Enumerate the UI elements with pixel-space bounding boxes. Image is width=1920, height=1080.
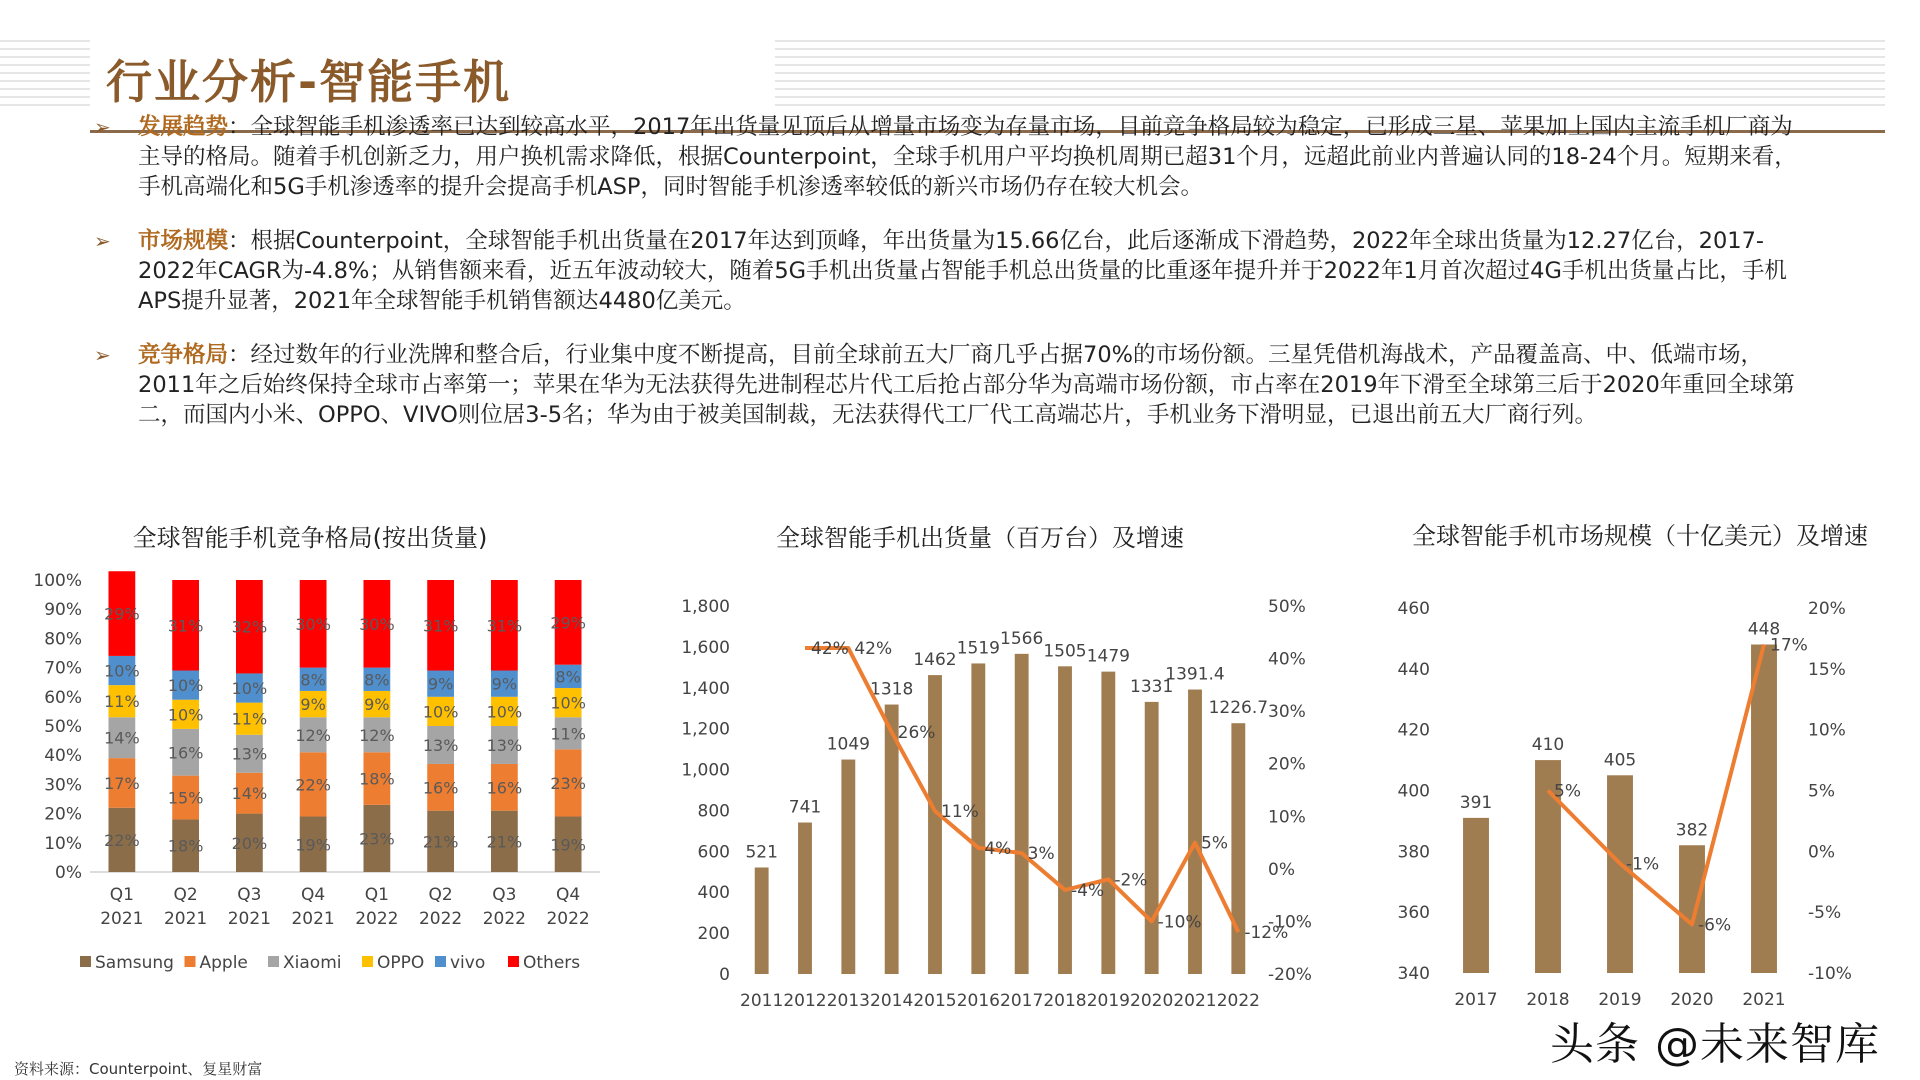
data-label: 20% — [231, 833, 268, 853]
y-tick-label: 600 — [697, 842, 730, 863]
y-tick-label: 380 — [1397, 842, 1430, 863]
y2-tick-label: 0% — [1268, 859, 1295, 880]
x-tick-label: 2021 — [163, 909, 208, 929]
line-data-label: 4% — [984, 838, 1012, 859]
data-label: 31% — [167, 616, 204, 636]
data-label: 19% — [295, 835, 331, 855]
y-tick-label: 400 — [697, 883, 730, 904]
data-label: 9% — [427, 674, 454, 694]
bar-data-label: 410 — [1531, 735, 1565, 756]
data-label: 17% — [104, 773, 140, 793]
line-data-label: -10% — [1157, 912, 1202, 933]
watermark: 头条 @未来智库 — [1550, 1019, 1880, 1070]
y-tick-label: 0 — [719, 965, 730, 985]
data-label: 29% — [550, 613, 586, 633]
x-tick-label: 2022 — [482, 909, 527, 929]
title-rule-right — [775, 40, 1885, 120]
bullet-competition — [90, 340, 1800, 430]
legend-label: OPPO — [377, 953, 425, 973]
y-tick-label: 400 — [1397, 781, 1430, 802]
y-tick-label: 80% — [44, 629, 82, 650]
x-tick-label: Q3 — [492, 885, 517, 905]
x-tick-label: 2018 — [1526, 990, 1570, 1010]
data-label: 30% — [359, 614, 395, 634]
y2-tick-label: -20% — [1268, 965, 1312, 985]
title-bar — [0, 40, 1920, 120]
y-tick-label: 200 — [697, 924, 730, 945]
y2-tick-label: 0% — [1808, 842, 1835, 863]
title-rule-left — [0, 40, 90, 120]
x-tick-label: 2022 — [1216, 991, 1260, 1011]
bar-data-label: 521 — [745, 842, 778, 863]
data-label: 10% — [486, 702, 523, 722]
line-data-label: -1% — [1626, 854, 1660, 875]
bar — [1101, 672, 1115, 974]
bar — [1015, 654, 1029, 974]
chart1-title: 全球智能手机竞争格局(按出货量) — [132, 524, 488, 552]
y-tick-label: 1,200 — [681, 719, 730, 740]
x-tick-label: 2021 — [100, 909, 144, 929]
legend-label: vivo — [450, 953, 486, 973]
chart3-title: 全球智能手机市场规模（十亿美元）及增速 — [1412, 522, 1868, 550]
y-tick-label: 1,800 — [681, 597, 730, 617]
arrow-bullet-icon: ➢ — [94, 229, 111, 253]
line-data-label: 5% — [1201, 833, 1228, 854]
y-tick-label: 360 — [1397, 903, 1430, 924]
data-label: 18% — [359, 769, 395, 789]
data-label: 30% — [295, 614, 331, 634]
data-label: 19% — [550, 835, 586, 855]
bar-data-label: 448 — [1747, 619, 1781, 640]
line-data-label: 17% — [1770, 635, 1808, 656]
data-label: 15% — [167, 788, 204, 808]
y2-tick-label: 50% — [1268, 597, 1306, 617]
bar-data-label: 1331 — [1130, 676, 1174, 697]
bar-data-label: 1462 — [913, 650, 957, 671]
x-tick-label: Q1 — [364, 885, 389, 905]
line-data-label: -2% — [1114, 870, 1148, 891]
x-tick-label: 2020 — [1670, 990, 1714, 1010]
data-label: 11% — [550, 724, 586, 744]
bar-data-label: 741 — [788, 797, 822, 818]
bar-data-label: 382 — [1675, 820, 1709, 841]
y-tick-label: 0% — [55, 863, 82, 883]
y-tick-label: 70% — [44, 658, 82, 679]
bar-data-label: 1519 — [956, 638, 1000, 659]
x-tick-label: 2021 — [227, 909, 272, 929]
bar — [1058, 666, 1072, 974]
data-label: 23% — [550, 773, 586, 793]
bar-data-label: 1049 — [826, 734, 870, 755]
y-tick-label: 50% — [44, 717, 82, 737]
data-label: 14% — [231, 784, 268, 804]
bar-data-label: 1391.4 — [1165, 664, 1225, 685]
data-label: 9% — [364, 695, 390, 715]
x-tick-label: Q1 — [109, 885, 134, 905]
x-tick-label: 2022 — [418, 909, 463, 929]
data-label: 8% — [300, 670, 326, 690]
line-data-label: -6% — [1698, 915, 1732, 936]
x-tick-label: 2017 — [1000, 991, 1044, 1011]
y-tick-label: 1,600 — [681, 637, 730, 658]
legend-swatch — [268, 956, 279, 967]
data-label: 8% — [555, 667, 581, 687]
bullet-key: 发展趋势 — [138, 114, 229, 140]
data-label: 29% — [104, 604, 140, 624]
y2-tick-label: 30% — [1268, 702, 1306, 723]
bar — [1145, 702, 1159, 974]
bullet-key: 市场规模 — [138, 228, 229, 254]
bar — [1231, 723, 1245, 974]
x-tick-label: 2021 — [1173, 991, 1217, 1011]
y2-tick-label: -10% — [1268, 912, 1312, 933]
x-tick-label: 2017 — [1454, 990, 1498, 1010]
data-label: 23% — [359, 829, 395, 849]
x-tick-label: 2022 — [355, 909, 399, 929]
data-label: 12% — [295, 725, 331, 745]
y-tick-label: 30% — [44, 775, 82, 796]
line-data-label: 26% — [897, 723, 936, 744]
data-label: 10% — [167, 705, 204, 725]
line-data-label: 42% — [811, 639, 849, 660]
data-label: 31% — [486, 616, 523, 636]
legend-label: Xiaomi — [283, 953, 342, 973]
chart-market-size — [1330, 560, 1920, 1020]
legend-swatch — [508, 956, 519, 967]
y-tick-label: 440 — [1397, 659, 1430, 680]
legend-swatch — [80, 956, 91, 967]
data-label: 31% — [422, 616, 459, 636]
line-data-label: 5% — [1554, 781, 1581, 802]
data-label: 16% — [486, 778, 523, 798]
bullet-list — [90, 112, 1800, 454]
legend-swatch — [185, 956, 196, 967]
x-tick-label: 2016 — [956, 991, 1000, 1011]
legend-label: Samsung — [95, 953, 174, 973]
x-tick-label: 2022 — [546, 909, 590, 929]
y2-tick-label: 15% — [1808, 659, 1846, 680]
data-label: 11% — [231, 709, 268, 729]
data-label: 22% — [104, 830, 140, 850]
y2-tick-label: 40% — [1268, 649, 1306, 670]
y2-tick-label: 10% — [1808, 720, 1846, 741]
data-label: 10% — [550, 693, 586, 713]
x-tick-label: Q2 — [428, 885, 453, 905]
bar-data-label: 1318 — [870, 679, 914, 700]
y-tick-label: 800 — [697, 801, 730, 822]
x-tick-label: Q4 — [301, 885, 326, 905]
data-label: 10% — [422, 702, 459, 722]
bar-data-label: 1566 — [1000, 628, 1044, 649]
x-tick-label: 2012 — [783, 991, 827, 1011]
bar-data-label: 1479 — [1086, 646, 1130, 667]
data-label: 32% — [231, 617, 268, 637]
bullet-text: ：经过数年的行业洗牌和整合后，行业集中度不断提高，目前全球前五大厂商几乎占据70%的市场份额。三星凭借机海战术，产品覆盖高、中、低端市场，2011年之后始终保持全球市占率第一；苹果在华为无法获得先进制程芯片代工后抢占部分华为高端市场份额，市占率在2019年下滑至全球第三后于2020年重回全球第二，而国内小米、OPPO、VIVO则位居3-5名；华为由于被美国制裁，无法获得代工厂代工高端芯片，手机业务下滑明显，已退出前五大厂商行列。 — [138, 342, 1795, 428]
data-label: 14% — [104, 728, 140, 748]
x-tick-label: Q4 — [556, 885, 581, 905]
line-data-label: -4% — [1071, 880, 1105, 901]
x-tick-label: 2019 — [1086, 991, 1130, 1011]
bar — [798, 823, 812, 974]
bar — [1463, 818, 1489, 973]
x-tick-label: 2020 — [1130, 991, 1174, 1011]
x-tick-label: 2015 — [913, 991, 957, 1011]
bullet-text: ：根据Counterpoint，全球智能手机出货量在2017年达到顶峰，年出货量为15.66亿台，此后逐渐成下滑趋势，2022年全球出货量为12.27亿台，2017-2022年CAGR为-4.8%；从销售额来看，近五年波动较大，随着5G手机出货量占智能手机总出货量的比重逐年提升并于2022年1月首次超过4G手机出货量占比，手机APS提升显著，2021年全球智能手机销售额达4480亿美元。 — [138, 228, 1787, 314]
data-label: 13% — [422, 735, 459, 755]
y-tick-label: 90% — [44, 600, 82, 621]
arrow-bullet-icon: ➢ — [94, 343, 111, 367]
data-label: 18% — [167, 836, 204, 856]
source-note: 资料来源：Counterpoint、复星财富 — [14, 1060, 263, 1078]
line-data-label: 42% — [854, 639, 893, 660]
y-tick-label: 420 — [1397, 720, 1430, 741]
x-tick-label: 2018 — [1043, 991, 1087, 1011]
x-tick-label: 2011 — [740, 991, 784, 1011]
y2-tick-label: 10% — [1268, 807, 1306, 828]
chart-market-share — [0, 560, 620, 980]
data-label: 9% — [300, 695, 326, 715]
data-label: 22% — [295, 775, 331, 795]
y2-tick-label: 20% — [1268, 754, 1306, 775]
y2-tick-label: -10% — [1808, 964, 1852, 984]
chart-shipments — [640, 560, 1320, 1020]
x-tick-label: 2021 — [291, 909, 335, 929]
bullet-trend — [90, 112, 1800, 202]
y-tick-label: 10% — [44, 833, 82, 854]
bar-data-label: 405 — [1603, 750, 1637, 771]
arrow-bullet-icon: ➢ — [94, 115, 111, 139]
legend-swatch — [362, 956, 373, 967]
y-tick-label: 100% — [33, 571, 82, 591]
bullet-text: ：全球智能手机渗透率已达到较高水平，2017年出货量见顶后从增量市场变为存量市场，目前竞争格局较为稳定，已形成三星、苹果加上国内主流手机厂商为主导的格局。随着手机创新乏力，用户换机需求降低，根据Counterpoint，全球手机用户平均换机周期已超31个月，远超此前业内普遍认同的18-24个月。短期来看，手机高端化和5G手机渗透率的提升会提高手机ASP，同时智能手机渗透率较低的新兴市场仍存在较大机会。 — [138, 114, 1797, 200]
line-data-label: -12% — [1244, 922, 1289, 943]
bar — [841, 760, 855, 974]
y-tick-label: 460 — [1397, 599, 1430, 619]
data-label: 10% — [167, 676, 204, 696]
data-label: 11% — [104, 692, 140, 712]
bar — [928, 675, 942, 974]
data-label: 21% — [486, 832, 523, 852]
line-data-label: 11% — [941, 802, 979, 823]
bar — [755, 867, 769, 974]
data-label: 21% — [422, 832, 459, 852]
x-tick-label: 2019 — [1598, 990, 1642, 1010]
bar — [1751, 645, 1777, 974]
bar — [1679, 845, 1705, 973]
legend-label: Apple — [199, 953, 248, 973]
legend-label: Others — [523, 953, 581, 973]
y-tick-label: 40% — [44, 746, 82, 767]
y-tick-label: 1,400 — [681, 678, 730, 699]
x-tick-label: Q3 — [237, 885, 262, 905]
data-label: 13% — [486, 735, 523, 755]
y2-tick-label: 20% — [1808, 599, 1846, 619]
data-label: 16% — [167, 743, 204, 763]
y-tick-label: 20% — [44, 804, 82, 825]
data-label: 10% — [231, 679, 268, 699]
data-label: 9% — [491, 674, 518, 694]
legend-swatch — [435, 956, 446, 967]
x-tick-label: 2014 — [870, 991, 914, 1011]
y-tick-label: 340 — [1397, 964, 1430, 984]
bar-data-label: 391 — [1459, 792, 1493, 813]
y-tick-label: 1,000 — [681, 760, 730, 781]
page-title: 行业分析-智能手机 — [96, 46, 521, 112]
bar-data-label: 1226.7 — [1208, 698, 1269, 719]
bar-data-label: 1505 — [1043, 641, 1087, 662]
data-label: 8% — [364, 670, 390, 690]
x-tick-label: 2021 — [1742, 990, 1786, 1010]
y2-tick-label: 5% — [1808, 781, 1835, 802]
chart2-title: 全球智能手机出货量（百万台）及增速 — [776, 524, 1184, 552]
bullet-key: 竞争格局 — [138, 342, 229, 368]
data-label: 16% — [422, 778, 459, 798]
bullet-market-size — [90, 226, 1800, 316]
x-tick-label: 2013 — [826, 991, 870, 1011]
y-tick-label: 60% — [44, 687, 82, 708]
x-tick-label: Q2 — [173, 885, 198, 905]
y2-tick-label: -5% — [1808, 903, 1842, 924]
data-label: 10% — [104, 661, 140, 681]
data-label: 12% — [359, 725, 395, 745]
data-label: 13% — [231, 744, 268, 764]
line-data-label: 3% — [1027, 844, 1055, 865]
